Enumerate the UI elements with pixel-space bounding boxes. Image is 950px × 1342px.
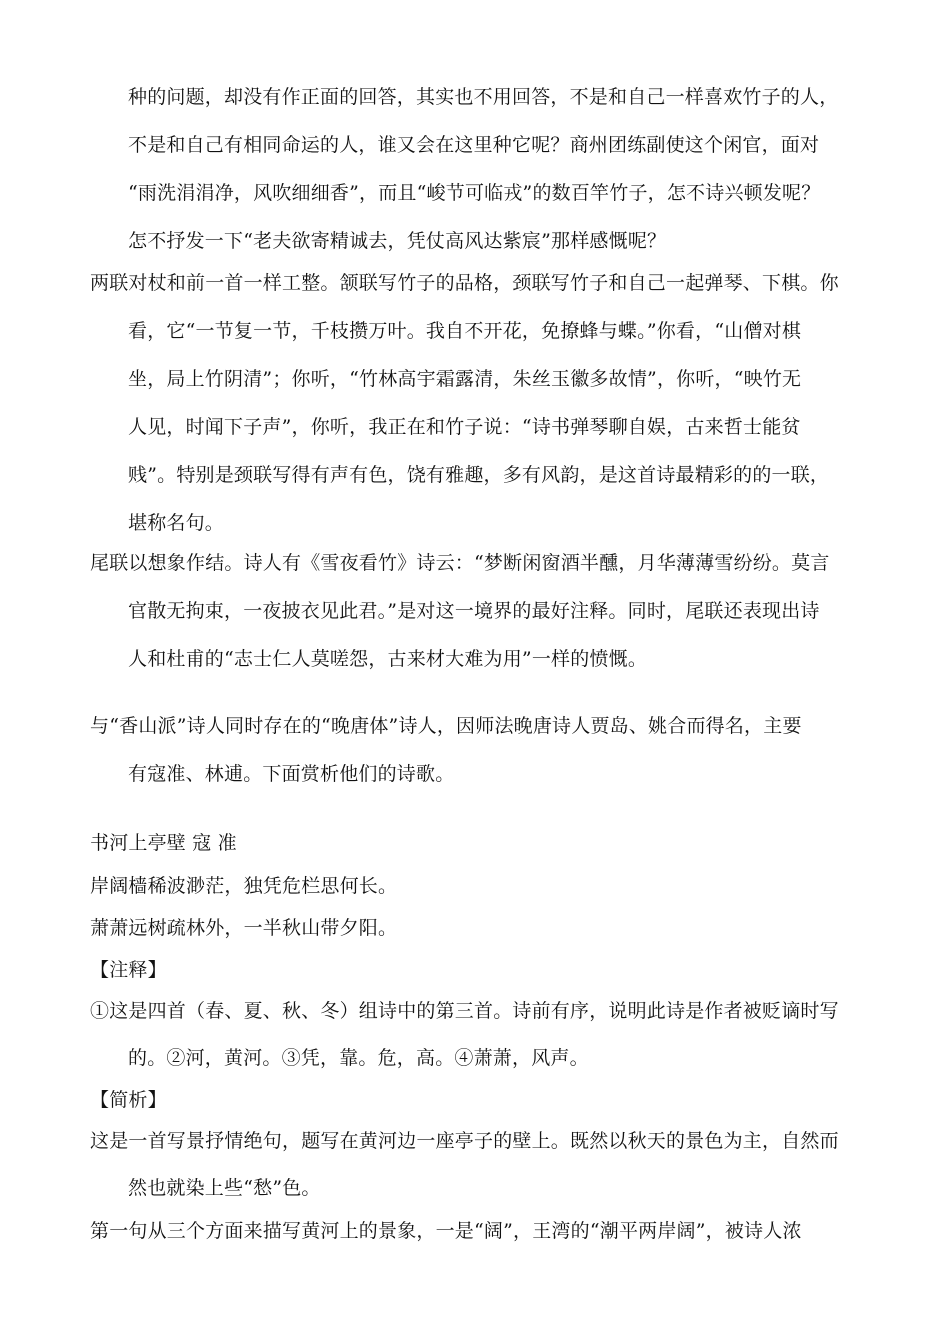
text-line: 官散无拘束，一夜披衣见此君。”是对这一境界的最好注释。同时，尾联还表现出诗	[128, 600, 820, 622]
section-heading-notes: 【注释】	[90, 959, 167, 981]
text-line: 人见，时闻下子声”，你听，我正在和竹子说：“诗书弹琴聊自娱，古来哲士能贫	[128, 416, 801, 438]
text-line: 种的问题，却没有作正面的回答，其实也不用回答，不是和自己一样喜欢竹子的人，	[128, 86, 839, 108]
text-line: 贱”。特别是颈联写得有声有色，饶有雅趣，多有风韵，是这首诗最精彩的的一联，	[128, 464, 830, 486]
text-line: 看，它“一节复一节，千枝攒万叶。我自不开花，免撩蜂与蝶。”你看，“山僧对棋	[128, 320, 802, 342]
text-line: ①这是四首（春、夏、秋、冬）组诗中的第三首。诗前有序，说明此诗是作者被贬谪时写	[90, 1000, 839, 1022]
text-line: 堪称名句。	[128, 512, 225, 534]
section-heading-analysis: 【简析】	[90, 1089, 167, 1111]
text-line: 第一句从三个方面来描写黄河上的景象，一是“阔”，王湾的“潮平两岸阔”，被诗人浓	[90, 1220, 802, 1242]
poem-title: 书河上亭壁 寇 准	[90, 832, 237, 854]
text-line: 人和杜甫的“志士仁人莫嗟怨，古来材大难为用”一样的愤慨。	[128, 648, 648, 670]
poem-line: 岸阔樯稀波渺茫，独凭危栏思何长。	[90, 875, 398, 897]
text-line: 然也就染上些“愁”色。	[128, 1177, 321, 1199]
text-line: 有寇准、林逋。下面赏析他们的诗歌。	[128, 763, 455, 785]
text-line: 这是一首写景抒情绝句，题写在黄河边一座亭子的壁上。既然以秋天的景色为主，自然而	[90, 1130, 839, 1152]
text-line: 尾联以想象作结。诗人有《雪夜看竹》诗云：“梦断闲窗酒半醺，月华薄薄雪纷纷。莫言	[90, 552, 830, 574]
text-line: 两联对杖和前一首一样工整。颔联写竹子的品格，颈联写竹子和自己一起弹琴、下棋。你	[90, 272, 839, 294]
text-line: 的。②河，黄河。③凭，靠。危，高。④萧萧，风声。	[128, 1047, 589, 1069]
text-line: “雨洗涓涓净，风吹细细香”，而且“峻节可临戎”的数百竿竹子，怎不诗兴顿发呢？	[128, 182, 821, 204]
text-line: 坐，局上竹阴清”；你听，“竹林高宇霜露清，朱丝玉徽多故情”，你听，“映竹无	[128, 368, 802, 390]
text-line: 不是和自己有相同命运的人，谁又会在这里种它呢？商州团练副使这个闲官，面对	[128, 134, 820, 156]
text-line: 怎不抒发一下“老夫欲寄精诚去，凭仗高风达紫宸”那样感慨呢？	[128, 230, 667, 252]
text-line: 与“香山派”诗人同时存在的“晚唐体”诗人，因师法晚唐诗人贾岛、姚合而得名，主要	[90, 715, 802, 737]
poem-line: 萧萧远树疏林外，一半秋山带夕阳。	[90, 917, 398, 939]
